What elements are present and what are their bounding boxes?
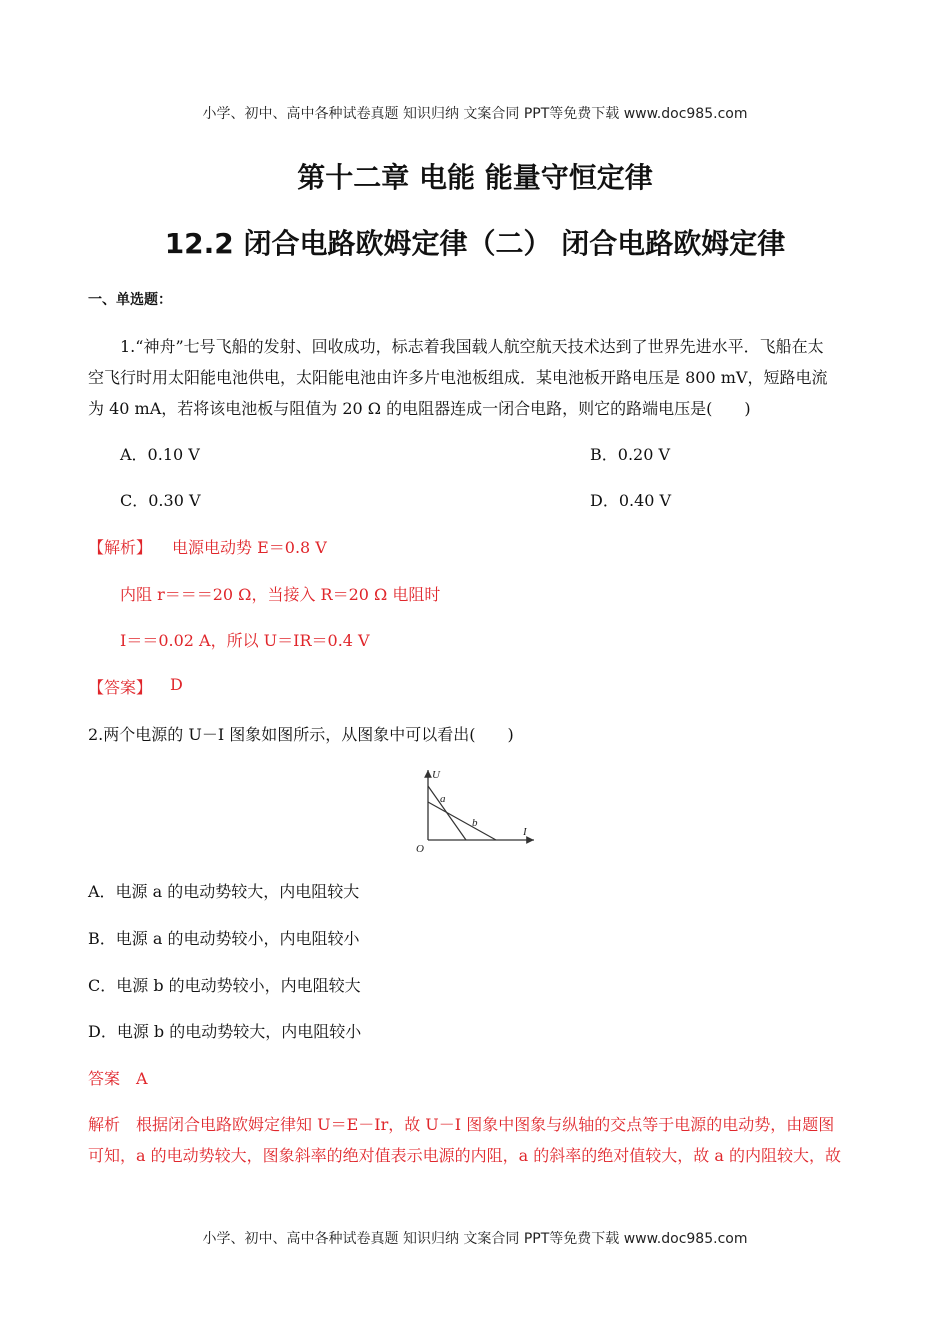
chapter-title: 第十二章 电能 能量守恒定律 bbox=[297, 161, 653, 194]
q2-option-a: A．电源 a 的电动势较大，内电阻较大 bbox=[88, 882, 360, 901]
origin-label: O bbox=[416, 843, 424, 855]
section-heading: 一、单选题： bbox=[88, 292, 172, 308]
q2-option-b: B．电源 a 的电动势较小，内电阻较小 bbox=[88, 929, 360, 948]
q1-analysis-line1: 电源电动势 E＝0.8 V bbox=[172, 538, 327, 557]
ui-graph-figure bbox=[410, 762, 540, 857]
q1-option-b: B．0.20 V bbox=[590, 445, 671, 464]
q1-answer-value: D bbox=[170, 675, 183, 694]
header-banner: 小学、初中、高中各种试卷真题 知识归纳 文案合同 PPT等免费下载 www.doc985.com bbox=[202, 106, 748, 122]
q1-option-d: D．0.40 V bbox=[590, 491, 672, 510]
lesson-title: 12.2 闭合电路欧姆定律（二） 闭合电路欧姆定律 bbox=[164, 227, 786, 260]
q1-answer-label: 【答案】 bbox=[88, 678, 153, 697]
q1-analysis-label: 【解析】 bbox=[88, 538, 153, 557]
q1-option-c: C．0.30 V bbox=[120, 491, 201, 510]
line-a-label: a bbox=[440, 793, 446, 805]
footer-banner: 小学、初中、高中各种试卷真题 知识归纳 文案合同 PPT等免费下载 www.doc985.com bbox=[202, 1231, 748, 1247]
q2-analysis-line1: 解析 根据闭合电路欧姆定律知 U＝E－Ir，故 U－I 图象中图象与纵轴的交点等于电源的电动势，由题图 bbox=[88, 1115, 835, 1134]
q2-option-d: D．电源 b 的电动势较大，内电阻较小 bbox=[88, 1022, 362, 1041]
q2-answer: 答案 A bbox=[88, 1069, 148, 1088]
q1-stem-line3: 为 40 mA，若将该电池板与阻值为 20 Ω 的电阻器连成一闭合电路，则它的路端电压是( ) bbox=[88, 399, 751, 418]
q1-analysis-line2: 内阻 r＝＝＝20 Ω，当接入 R＝20 Ω 电阻时 bbox=[120, 585, 441, 604]
q1-analysis-line3: I＝＝0.02 A，所以 U＝IR＝0.4 V bbox=[120, 631, 370, 650]
i-axis-label: I bbox=[523, 826, 527, 838]
q1-stem-line1: 1.“神舟”七号飞船的发射、回收成功，标志着我国载人航空航天技术达到了世界先进水平．飞船在太 bbox=[120, 337, 824, 356]
q2-analysis-line2: 可知，a 的电动势较大，图象斜率的绝对值表示电源的内阻，a 的斜率的绝对值较大，故 a 的内阻较大，故 bbox=[88, 1146, 841, 1165]
u-axis-label: U bbox=[432, 769, 440, 781]
q2-stem: 2.两个电源的 U－I 图象如图所示，从图象中可以看出( ) bbox=[88, 725, 514, 744]
q2-option-c: C．电源 b 的电动势较小，内电阻较大 bbox=[88, 976, 361, 995]
q1-option-a: A．0.10 V bbox=[120, 445, 200, 464]
q1-stem-line2: 空飞行时用太阳能电池供电，太阳能电池由许多片电池板组成．某电池板开路电压是 800 mV，短路电流 bbox=[88, 368, 828, 387]
line-b-label: b bbox=[472, 817, 478, 829]
